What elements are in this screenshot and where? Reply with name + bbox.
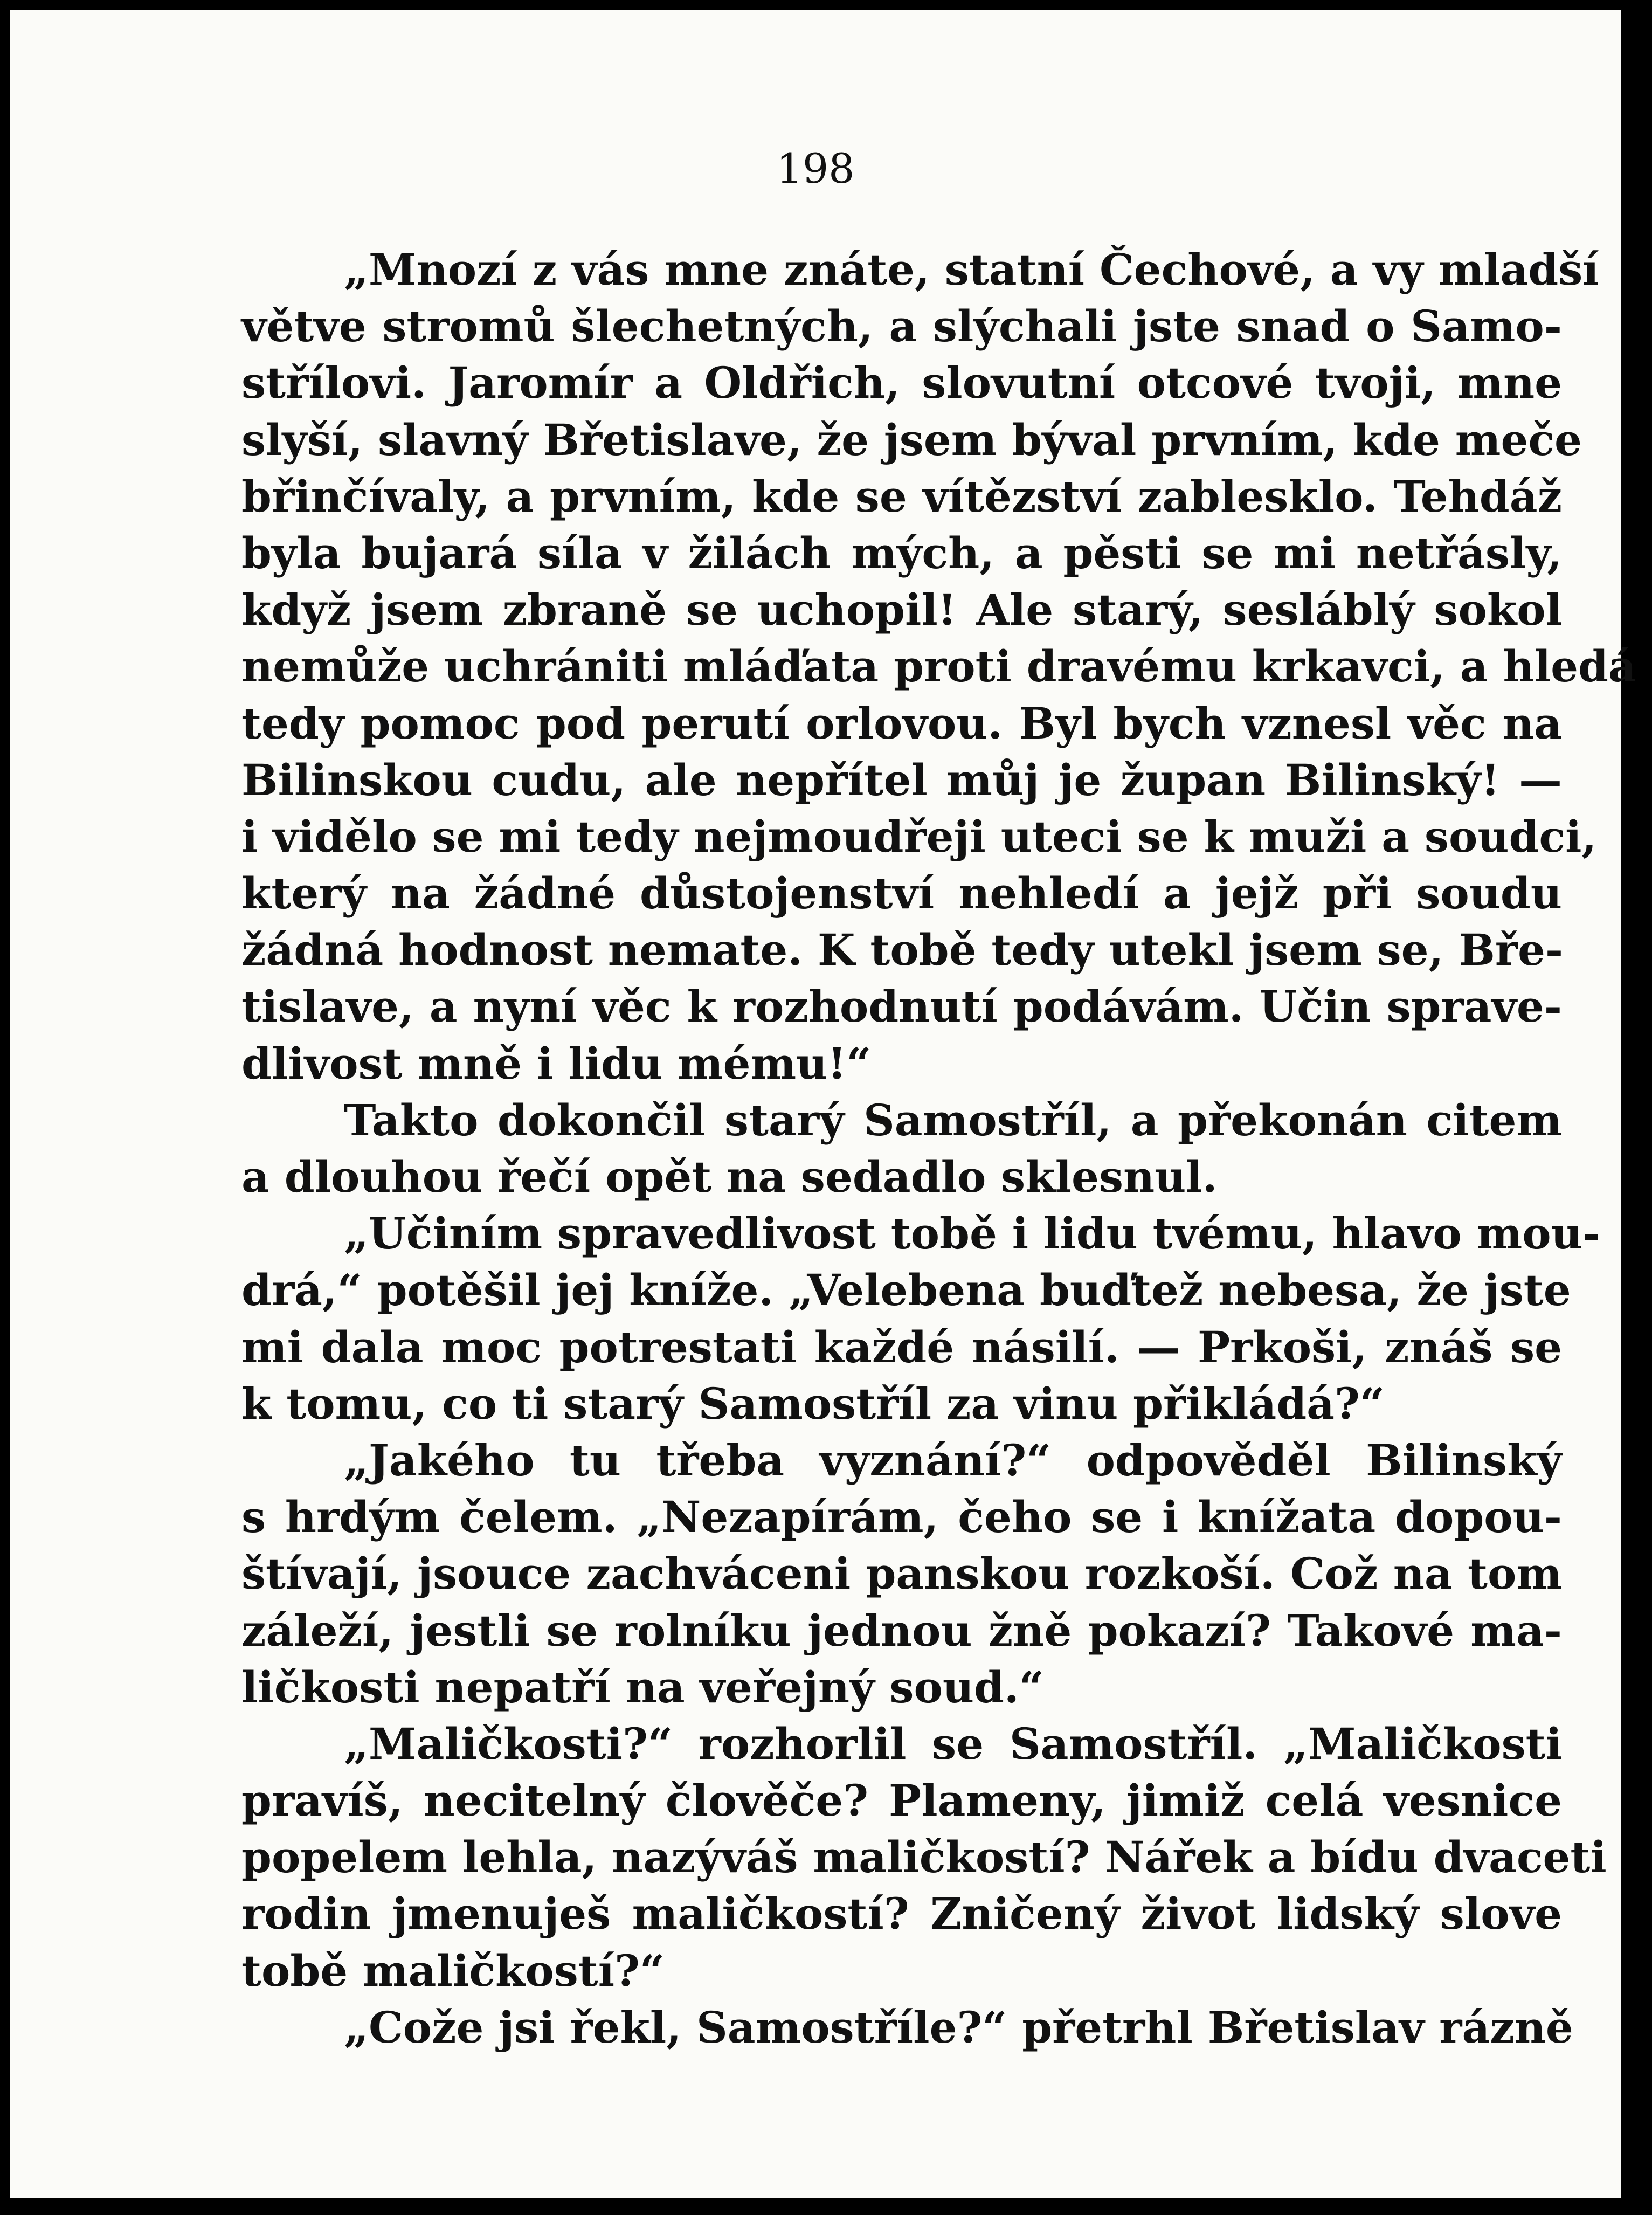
book-page	[10, 10, 1636, 2198]
text-line: štívají, jsouce zachváceni panskou rozkoší. Což na tom	[241, 1548, 1562, 1599]
text-line: slyší, slavný Břetislave, že jsem býval prvním, kde meče	[241, 414, 1582, 465]
text-line: ličkosti nepatří na veřejný soud.“	[241, 1661, 1044, 1713]
text-line: „Jakého tu třeba vyznání?“ odpověděl Bilinský	[344, 1434, 1562, 1486]
text-line: popelem lehla, nazýváš maličkostí? Nářek a bídu dvaceti	[241, 1832, 1607, 1883]
text-line: „Mnozí z vás mne znáte, statní Čechové, a vy mladší	[344, 244, 1599, 295]
text-line: tobě maličkostí?“	[241, 1945, 665, 1996]
text-line: záleží, jestli se rolníku jednou žně pokazí? Takové ma-	[241, 1605, 1562, 1656]
text-line: větve stromů šlechetných, a slýchali jste snad o Samo-	[241, 301, 1562, 352]
text-line: tislave, a nyní věc k rozhodnutí podávám. Učin sprave-	[241, 981, 1562, 1032]
text-line: i vidělo se mi tedy nejmoudřeji uteci se k muži a soudci,	[241, 811, 1597, 862]
text-line: pravíš, necitelný člověče? Plameny, jimiž celá vesnice	[241, 1775, 1562, 1826]
text-line: byla bujará síla v žilách mých, a pěsti se mi netřásly,	[241, 527, 1562, 578]
text-line: tedy pomoc pod perutí orlovou. Byl bych vznesl věc na	[241, 698, 1562, 749]
text-line: dlivost mně i lidu mému!“	[241, 1038, 872, 1089]
text-line: žádná hodnost nemate. K tobě tedy utekl jsem se, Bře-	[241, 924, 1564, 976]
text-line: Bilinskou cudu, ale nepřítel můj je župan Bilinský! —	[241, 754, 1562, 805]
text-line: „Maličkosti?“ rozhorlil se Samostříl. „Maličkosti	[344, 1718, 1562, 1769]
text-line: střílovi. Jaromír a Oldřich, slovutní otcové tvoji, mne	[241, 357, 1562, 409]
text-line: a dlouhou řečí opět na sedadlo sklesnul.	[241, 1151, 1218, 1202]
text-line: nemůže uchrániti mláďata proti dravému krkavci, a hledá	[241, 641, 1636, 692]
text-line: k tomu, co ti starý Samostříl za vinu přikládá?“	[241, 1378, 1385, 1429]
text-line: když jsem zbraně se uchopil! Ale starý, sesláblý sokol	[241, 584, 1562, 636]
text-line: „Učiním spravedlivost tobě i lidu tvému, hlavo mou-	[344, 1208, 1600, 1259]
text-line: mi dala moc potrestati každé násilí. — Prkoši, znáš se	[241, 1321, 1562, 1372]
text-line: který na žádné důstojenství nehledí a jejž při soudu	[241, 868, 1562, 919]
text-line: s hrdým čelem. „Nezapírám, čeho se i knížata dopou-	[241, 1492, 1562, 1543]
text-line: drá,“ potěšil jej kníže. „Velebena buďtež nebesa, že jste	[241, 1265, 1571, 1316]
text-line: břinčívaly, a prvním, kde se vítězství zablesklo. Tehdáž	[241, 471, 1562, 522]
text-line: rodin jmenuješ maličkostí? Zničený život lidský slove	[241, 1888, 1562, 1940]
text-line: Takto dokončil starý Samostříl, a překonán citem	[344, 1094, 1562, 1146]
body-text	[241, 241, 1636, 2056]
text-line: „Cože jsi řekl, Samostříle?“ přetrhl Břetislav rázně	[344, 2002, 1573, 2053]
page-number: 198	[776, 144, 855, 192]
